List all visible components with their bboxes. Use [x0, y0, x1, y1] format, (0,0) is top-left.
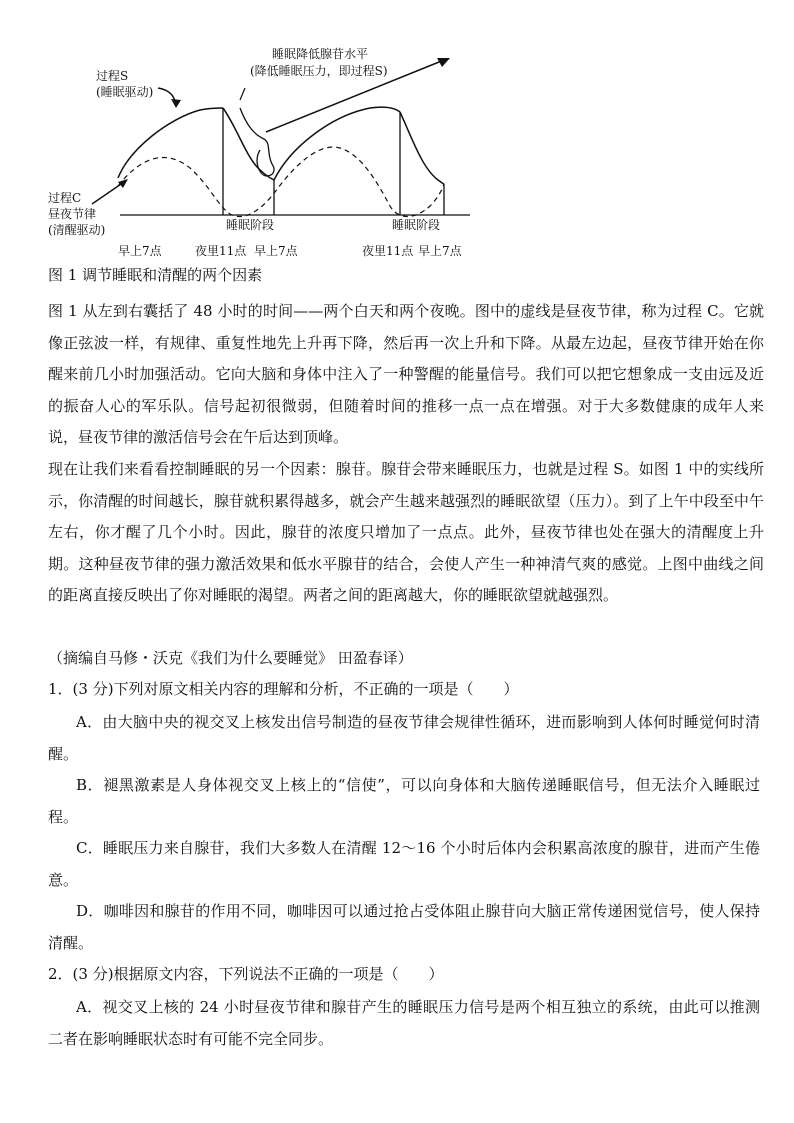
tick-label-1: 早上7点	[118, 244, 162, 258]
tick-label-4: 夜里11点	[362, 244, 414, 258]
process-s-decay-1	[223, 108, 274, 180]
process-s-arrowhead	[171, 99, 181, 108]
question-1-option-a: A．由大脑中央的视交叉上核发出信号制造的昼夜节律会规律性循环，进而影响到人体何时睡觉何时清醒。	[48, 713, 760, 763]
process-c-sublabel-2: (清醒驱动)	[48, 223, 106, 237]
process-c-arrowhead	[118, 179, 128, 188]
process-c-sublabel-1: 昼夜节律	[48, 207, 97, 221]
tick-label-2: 夜里11点	[195, 244, 247, 258]
figure-caption: 图 1 调节睡眠和清醒的两个因素	[48, 266, 263, 284]
question-1-option-d: D．咖啡因和腺苷的作用不同，咖啡因可以通过抢占受体阻止腺苷向大脑正常传递困觉信号，使人保持清醒。	[48, 902, 760, 952]
sleep-stage-label-1: 睡眠阶段	[226, 218, 275, 232]
source-citation: （摘编自马修・沃克《我们为什么要睡觉》 田盈春译）	[48, 649, 413, 667]
question-1-stem: 1．(3 分)下列对原文相关内容的理解和分析，不正确的一项是（ ）	[48, 680, 519, 698]
process-s-sublabel: (睡眠驱动)	[96, 85, 154, 99]
question-1-option-c: C．睡眠压力来自腺苷，我们大多数人在清醒 12～16 个小时后体内会积累高浓度的腺苷，进而产生倦意。	[48, 839, 760, 889]
sleep-regulation-figure	[40, 38, 500, 268]
tick-label-5: 早上7点	[418, 244, 462, 258]
paragraph-1: 图 1 从左到右囊括了 48 小时的时间——两个白天和两个夜晚。图中的虚线是昼夜节律，称为过程 C。它就像正弦波一样，有规律、重复性地先上升再下降，然后再一次上升和下降。从最左边起，昼夜节律开始在你醒来前几小时加强活动。它向大脑和身体中注入了一种警醒的能量信号。我们可以把它想象成一支由远及近的振奋人心的军乐队。信号起初很微弱，但随着时间的推移一点一点在增强。对于大多数健康的成年人来说，昼夜节律的激活信号会在午后达到顶峰。	[48, 302, 764, 446]
reduce-label: 睡眠降低腺苷水平	[272, 47, 369, 61]
process-c-label: 过程C	[48, 191, 82, 205]
question-1-option-b: B．褪黑激素是人身体视交叉上核上的“信使”，可以向身体和大脑传递睡眠信号，但无法介入睡眠过程。	[48, 776, 760, 826]
process-s-label: 过程S	[96, 69, 129, 83]
process-s-curve-1	[118, 108, 223, 178]
question-2-option-a: A．视交叉上核的 24 小时昼夜节律和腺苷产生的睡眠压力信号是两个相互独立的系统，由此可以推测二者在影响睡眠状态时有可能不完全同步。	[48, 998, 760, 1048]
reduce-small-arrow	[240, 88, 245, 100]
paragraph-2: 现在让我们来看看控制睡眠的另一个因素：腺苷。腺苷会带来睡眠压力，也就是过程 S。如图 1 中的实线所示，你清醒的时间越长，腺苷就积累得越多，就会产生越来越强烈的睡眠欲望（压力）。到了上午中段至中午左右，你才醒了几个小时。因此，腺苷的浓度只增加了一点点。此外，昼夜节律也处在强大的清醒度上升期。这种昼夜节律的强力激活效果和低水平腺苷的结合，会使人产生一种神清气爽的感觉。上图中曲线之间的距离直接反映出了你对睡眠的渴望。两者之间的距离越大，你的睡眠欲望就越强烈。	[48, 460, 764, 604]
process-s-curve-2	[274, 107, 400, 180]
sleep-stage-label-2: 睡眠阶段	[392, 218, 441, 232]
question-2-stem: 2．(3 分)根据原文内容，下列说法不正确的一项是（ ）	[48, 965, 444, 983]
process-c-dashed-curve	[118, 147, 444, 216]
tick-label-3: 早上7点	[254, 244, 298, 258]
reduce-sublabel: (降低睡眠压力，即过程S)	[250, 64, 388, 78]
process-s-decay-2	[400, 112, 444, 184]
process-c-arrow	[92, 182, 124, 204]
